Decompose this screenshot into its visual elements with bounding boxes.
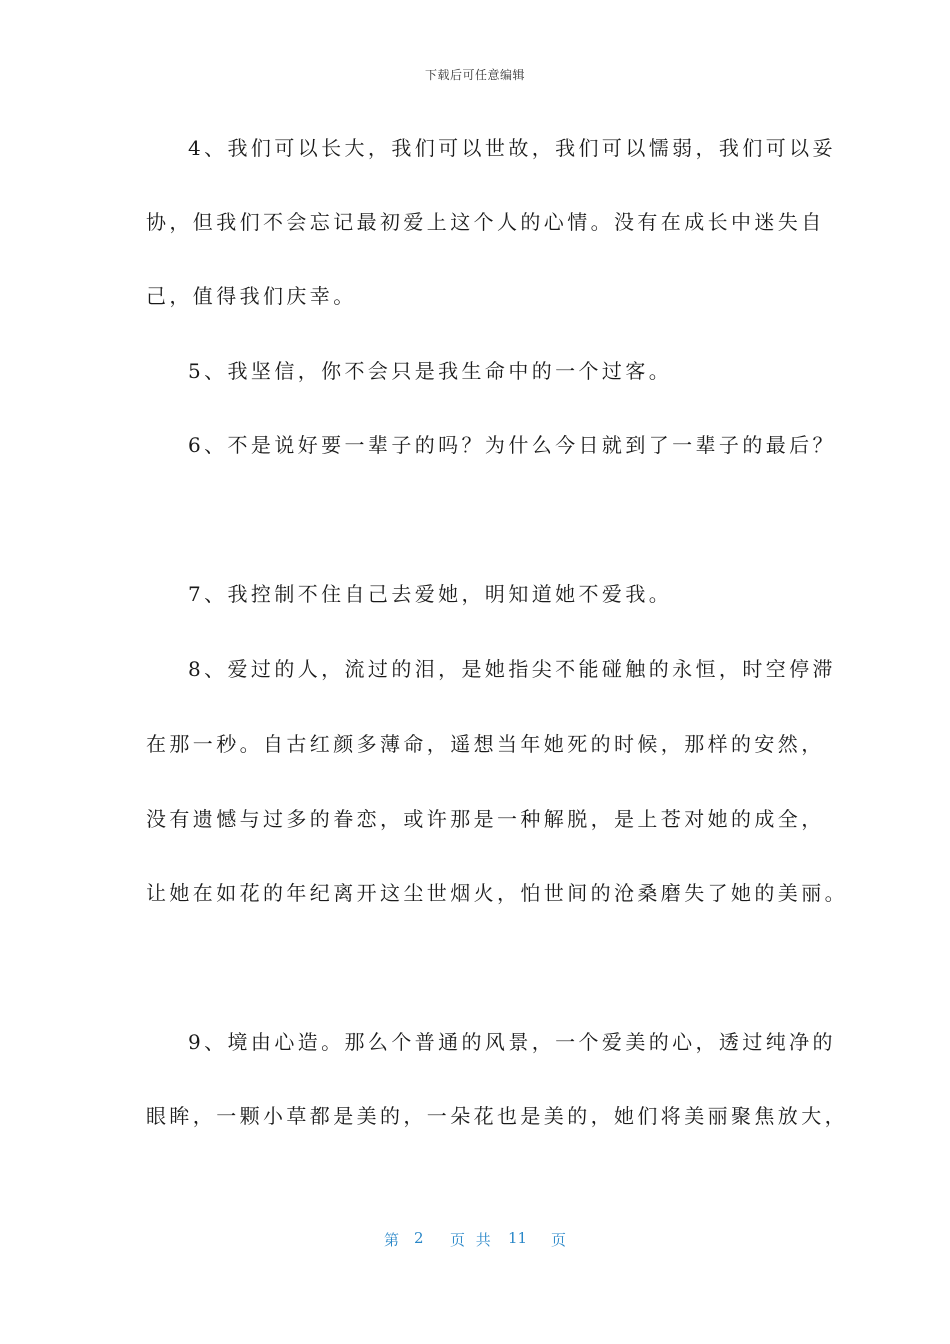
footer-total-pages: 11 <box>508 1229 528 1247</box>
text-line: 5、我坚信，你不会只是我生命中的一个过客。 <box>188 359 673 383</box>
text-line: 7、我控制不住自己去爱她，明知道她不爱我。 <box>188 582 673 606</box>
footer-prefix: 第 <box>384 1231 400 1249</box>
text-line: 己，值得我们庆幸。 <box>146 284 357 308</box>
text-line: 4、我们可以长大，我们可以世故，我们可以懦弱，我们可以妥 <box>188 136 836 160</box>
text-line: 9、境由心造。那么个普通的风景，一个爱美的心，透过纯净的 <box>188 1030 836 1054</box>
text-line: 6、不是说好要一辈子的吗？为什么今日就到了一辈子的最后？ <box>188 433 836 457</box>
text-line: 让她在如花的年纪离开这尘世烟火，怕世间的沧桑磨失了她的美丽。 <box>146 881 848 905</box>
text-line: 眼眸，一颗小草都是美的，一朵花也是美的，她们将美丽聚焦放大， <box>146 1104 848 1128</box>
text-line: 没有遗憾与过多的眷恋，或许那是一种解脱，是上苍对她的成全， <box>146 807 825 831</box>
footer-current-page: 2 <box>414 1229 424 1247</box>
header-note: 下载后可任意编辑 <box>424 68 525 82</box>
text-line: 在那一秒。自古红颜多薄命，遥想当年她死的时候，那样的安然， <box>146 732 825 756</box>
text-line: 协，但我们不会忘记最初爱上这个人的心情。没有在成长中迷失自 <box>146 210 825 234</box>
footer-middle: 页 共 <box>450 1231 491 1249</box>
footer-suffix: 页 <box>551 1231 567 1249</box>
text-line: 8、爱过的人，流过的泪，是她指尖不能碰触的永恒，时空停滞 <box>188 657 836 681</box>
